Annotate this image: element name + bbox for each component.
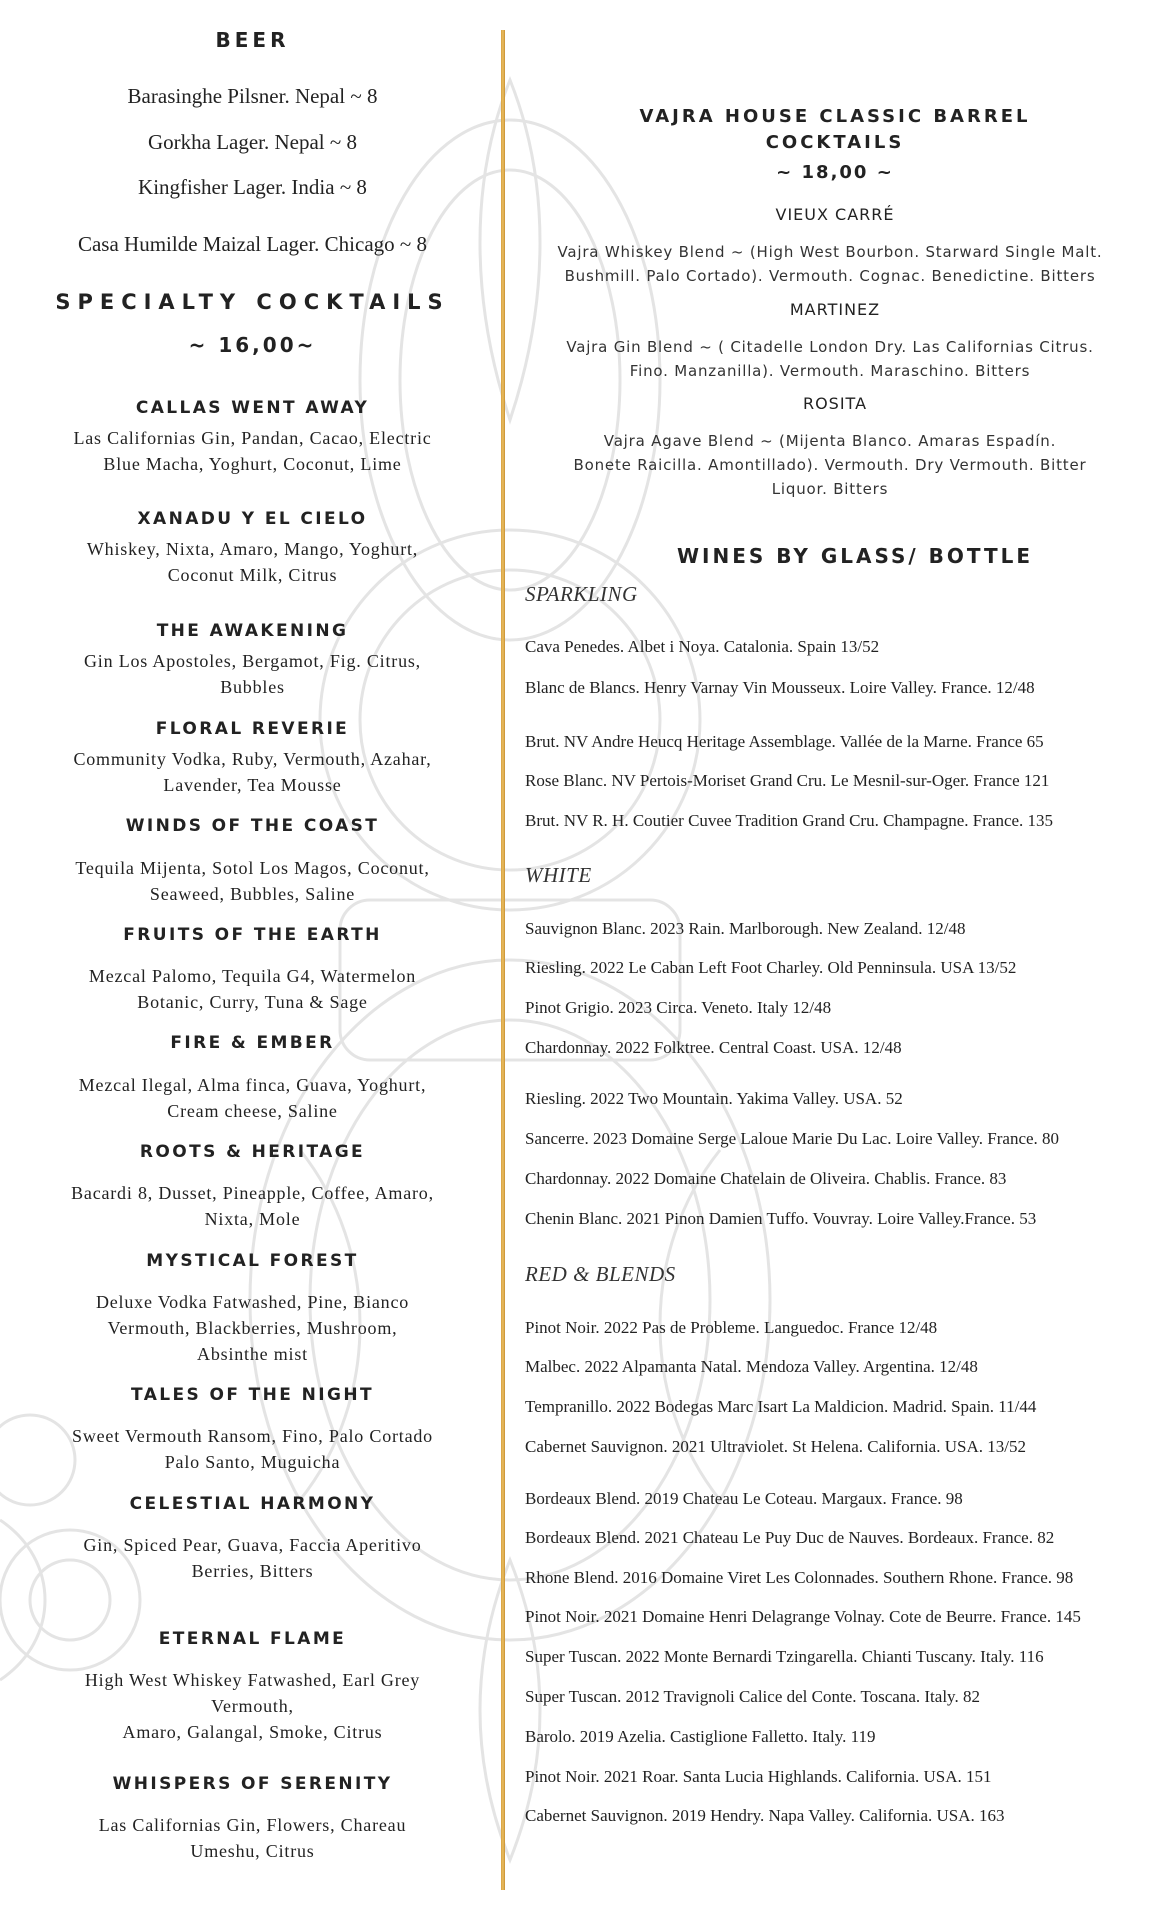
cocktail-name: ETERNAL FLAME <box>158 1629 347 1649</box>
barrel-cocktail-description: Vajra Whiskey Blend ~ (High West Bourbon. Starward Single Malt. Bushmill. Palo Cortado). Vermouth. Cognac. Benedictine. Bitters <box>557 243 1103 285</box>
barrel-price: ~ 18,00 ~ <box>776 162 894 183</box>
cocktail-name: WHISPERS OF SERENITY <box>112 1774 393 1794</box>
wine-item: Chardonnay. 2022 Folktree. Central Coast. USA. 12/48 <box>525 1038 902 1057</box>
wine-item: Super Tuscan. 2012 Travignoli Calice del Conte. Toscana. Italy. 82 <box>525 1687 980 1706</box>
wine-item: Rose Blanc. NV Pertois-Moriset Grand Cru. Le Mesnil-sur-Oger. France 121 <box>525 771 1050 790</box>
cocktail-ingredients: Gin Los Apostoles, Bergamot, Fig. Citrus, Bubbles <box>84 651 421 697</box>
barrel-cocktail-name: VIEUX CARRÉ <box>775 205 895 224</box>
wine-category-sparkling: SPARKLING <box>525 582 638 606</box>
barrel-cocktail-description: Vajra Agave Blend ~ (Mijenta Blanco. Amaras Espadín. Bonete Raicilla. Amontillado). Vermouth. Dry Vermouth. Bitter Liquor. Bitters <box>573 432 1087 498</box>
cocktail-ingredients: Las Californias Gin, Flowers, Chareau Umeshu, Citrus <box>98 1815 407 1861</box>
cocktail-name: TALES OF THE NIGHT <box>131 1385 374 1405</box>
wine-item: Brut. NV R. H. Coutier Cuvee Tradition Grand Cru. Champagne. France. 135 <box>525 811 1054 830</box>
wine-item: Pinot Noir. 2021 Roar. Santa Lucia Highlands. California. USA. 151 <box>525 1767 992 1786</box>
cocktail-name: WINDS OF THE COAST <box>125 816 380 836</box>
wine-item: Riesling. 2022 Le Caban Left Foot Charley. Old Penninsula. USA 13/52 <box>525 958 1017 977</box>
specialty-price: ~ 16,00~ <box>188 333 317 357</box>
wine-item: Chenin Blanc. 2021 Pinon Damien Tuffo. Vouvray. Loire Valley.France. 53 <box>525 1209 1037 1228</box>
beer-item: Casa Humilde Maizal Lager. Chicago ~ 8 <box>77 232 427 256</box>
wine-item: Rhone Blend. 2016 Domaine Viret Les Colonnades. Southern Rhone. France. 98 <box>525 1568 1074 1587</box>
cocktail-name: CALLAS WENT AWAY <box>135 398 370 418</box>
cocktail-name: FRUITS OF THE EARTH <box>123 925 382 945</box>
wine-item: Riesling. 2022 Two Mountain. Yakima Valley. USA. 52 <box>525 1089 903 1108</box>
wine-item: Blanc de Blancs. Henry Varnay Vin Mousseux. Loire Valley. France. 12/48 <box>525 678 1035 697</box>
beer-item: Gorkha Lager. Nepal ~ 8 <box>147 130 358 154</box>
beer-item: Barasinghe Pilsner. Nepal ~ 8 <box>127 84 378 108</box>
cocktail-ingredients: Mezcal Ilegal, Alma finca, Guava, Yoghurt, Cream cheese, Saline <box>78 1075 427 1121</box>
cocktail-ingredients: Bacardi 8, Dusset, Pineapple, Coffee, Amaro, Nixta, Mole <box>71 1183 434 1229</box>
barrel-cocktail-name: ROSITA <box>802 394 868 413</box>
barrel-cocktail-description: Vajra Gin Blend ~ ( Citadelle London Dry. Las Californias Citrus. Fino. Manzanilla). Vermouth. Maraschino. Bitters <box>566 338 1094 380</box>
cocktail-name: FIRE & EMBER <box>170 1033 335 1053</box>
wine-item: Malbec. 2022 Alpamanta Natal. Mendoza Valley. Argentina. 12/48 <box>525 1357 978 1376</box>
wine-item: Bordeaux Blend. 2019 Chateau Le Coteau. Margaux. France. 98 <box>525 1489 963 1508</box>
wine-category-white: WHITE <box>525 863 592 887</box>
wine-item: Cava Penedes. Albet i Noya. Catalonia. Spain 13/52 <box>525 637 880 656</box>
cocktail-ingredients: Tequila Mijenta, Sotol Los Magos, Coconut, Seaweed, Bubbles, Saline <box>75 858 430 904</box>
wines-heading: WINES BY GLASS/ BOTTLE <box>676 544 1034 568</box>
wine-item: Tempranillo. 2022 Bodegas Marc Isart La Maldicion. Madrid. Spain. 11/44 <box>525 1397 1037 1416</box>
cocktail-name: THE AWAKENING <box>156 621 349 641</box>
beer-item: Kingfisher Lager. India ~ 8 <box>138 175 367 199</box>
beer-heading: BEER <box>215 28 290 52</box>
wine-item: Super Tuscan. 2022 Monte Bernardi Tzingarella. Chianti Tuscany. Italy. 116 <box>525 1647 1044 1666</box>
cocktail-ingredients: Deluxe Vodka Fatwashed, Pine, Bianco Vermouth, Blackberries, Mushroom, Absinthe mist <box>95 1292 410 1364</box>
wine-category-red: RED & BLENDS <box>525 1262 676 1286</box>
cocktail-name: ROOTS & HERITAGE <box>139 1142 366 1162</box>
cocktail-name: XANADU Y EL CIELO <box>137 509 368 529</box>
wine-item: Sauvignon Blanc. 2023 Rain. Marlborough. New Zealand. 12/48 <box>525 919 966 938</box>
wine-item: Brut. NV Andre Heucq Heritage Assemblage. Vallée de la Marne. France 65 <box>525 732 1044 751</box>
wine-item: Bordeaux Blend. 2021 Chateau Le Puy Duc de Nauves. Bordeaux. France. 82 <box>525 1528 1055 1547</box>
barrel-heading: VAJRA HOUSE CLASSIC BARREL COCKTAILS <box>639 106 1031 153</box>
cocktail-ingredients: High West Whiskey Fatwashed, Earl Grey Vermouth, Amaro, Galangal, Smoke, Citrus <box>84 1670 421 1742</box>
cocktail-ingredients: Sweet Vermouth Ransom, Fino, Palo Cortado Palo Santo, Muguicha <box>72 1426 433 1472</box>
cocktail-ingredients: Las Californias Gin, Pandan, Cacao, Electric Blue Macha, Yoghurt, Coconut, Lime <box>73 428 432 474</box>
cocktail-ingredients: Community Vodka, Ruby, Vermouth, Azahar, Lavender, Tea Mousse <box>73 749 432 795</box>
wine-item: Chardonnay. 2022 Domaine Chatelain de Oliveira. Chablis. France. 83 <box>525 1169 1007 1188</box>
cocktail-ingredients: Gin, Spiced Pear, Guava, Faccia Aperitivo Berries, Bitters <box>83 1535 422 1581</box>
cocktail-name: MYSTICAL FOREST <box>146 1251 359 1271</box>
wine-item: Cabernet Sauvignon. 2021 Ultraviolet. St Helena. California. USA. 13/52 <box>525 1437 1026 1456</box>
wine-item: Sancerre. 2023 Domaine Serge Laloue Marie Du Lac. Loire Valley. France. 80 <box>525 1129 1060 1148</box>
wine-item: Pinot Noir. 2021 Domaine Henri Delagrange Volnay. Cote de Beurre. France. 145 <box>525 1607 1081 1626</box>
wine-item: Barolo. 2019 Azelia. Castiglione Falletto. Italy. 119 <box>525 1727 876 1746</box>
wine-item: Pinot Noir. 2022 Pas de Probleme. Languedoc. France 12/48 <box>525 1318 938 1337</box>
specialty-heading: SPECIALTY COCKTAILS <box>55 290 450 314</box>
cocktail-name: FLORAL REVERIE <box>155 719 350 739</box>
barrel-cocktail-name: MARTINEZ <box>789 300 881 319</box>
wine-item: Pinot Grigio. 2023 Circa. Veneto. Italy 12/48 <box>525 998 832 1017</box>
wine-item: Cabernet Sauvignon. 2019 Hendry. Napa Valley. California. USA. 163 <box>525 1806 1005 1825</box>
cocktail-name: CELESTIAL HARMONY <box>129 1494 376 1514</box>
cocktail-ingredients: Whiskey, Nixta, Amaro, Mango, Yoghurt, Coconut Milk, Citrus <box>86 539 419 585</box>
cocktail-ingredients: Mezcal Palomo, Tequila G4, Watermelon Botanic, Curry, Tuna & Sage <box>88 966 417 1012</box>
